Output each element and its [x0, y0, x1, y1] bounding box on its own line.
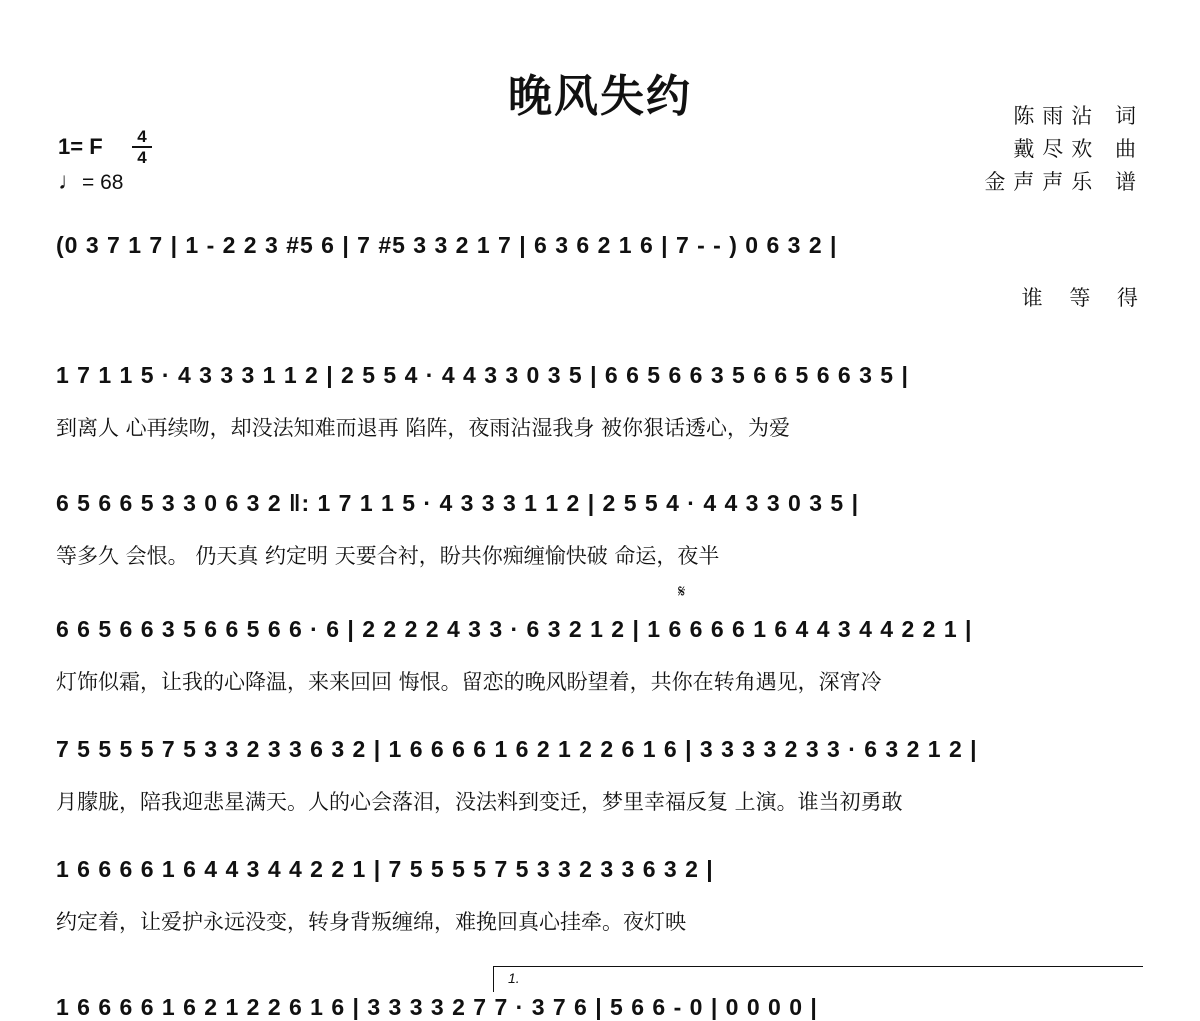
notation-line: 7 5 5 5 5 7 5 3 3 2 3 3 6 3 2 | 1 6 6 6 6 1 6 2 1 2 2 6 1 6 | 3 3 3 3 2 3 3 · 6 3 2 1 2 | — [56, 736, 978, 762]
music-system-5 — [56, 736, 1148, 816]
music-system-7 — [56, 994, 1148, 1018]
time-signature-beats: 4 — [137, 127, 147, 146]
composer-credit: 戴尽欢 曲 — [1013, 137, 1144, 161]
key-signature: 1= F — [58, 134, 103, 159]
quarter-note-icon: ♩ — [58, 168, 82, 195]
music-system-1 — [56, 232, 1148, 312]
music-system-3 — [56, 490, 1148, 570]
arranger-credit: 金声声乐 谱 — [984, 170, 1144, 194]
tempo-value: = 68 — [82, 171, 124, 194]
lyricist-credit: 陈雨沾 词 — [1013, 104, 1144, 128]
music-system-4 — [56, 616, 1148, 696]
lyric-line: 灯饰似霜，让我的心降温，来来回回 悔恨。留恋的晚风盼望着，共你在转角遇见，深宵冷 — [56, 670, 882, 694]
lyric-line: 等多久 会恨。 仍天真 约定明 天要合衬，盼共你痴缠愉快破 命运，夜半 — [56, 544, 720, 568]
notation-line: (0 3 7 1 7 | 1 - 2 2 3 #5 6 | 7 #5 3 3 2 1 7 | 6 3 6 2 1 6 | 7 - - ) 0 6 3 2 | — [56, 232, 838, 258]
lyric-line: 约定着，让爱护永远没变，转身背叛缠绵，难挽回真心挂牵。夜灯映 — [56, 910, 686, 934]
music-system-6 — [56, 856, 1148, 936]
lyric-line: 月朦胧，陪我迎悲星满天。人的心会落泪，没法料到变迁，梦里幸福反复 上演。谁当初勇敢 — [56, 790, 903, 814]
lyric-line: 谁 等 得 — [1021, 286, 1148, 310]
volta-bracket-hook — [493, 966, 494, 992]
music-system-2 — [56, 362, 1148, 442]
lyric-line: 到离人 心再续吻，却没法知难而退再 陷阵，夜雨沾湿我身 被你狠话透心，为爱 — [56, 416, 791, 440]
notation-line: 1 6 6 6 6 1 6 4 4 3 4 4 2 2 1 | 7 5 5 5 5 7 5 3 3 2 3 3 6 3 2 | — [56, 856, 714, 882]
notation-line: 6 6 5 6 6 3 5 6 6 5 6 6 · 6 | 2 2 2 2 4 3 3 · 6 3 2 1 2 | 1 6 6 6 6 1 6 4 4 3 4 4 2 2 1 | — [56, 616, 973, 642]
volta-bracket-line — [493, 966, 1143, 967]
notation-line: 1 7 1 1 5 · 4 3 3 3 1 1 2 | 2 5 5 4 · 4 4 3 3 0 3 5 | 6 6 5 6 6 3 5 6 6 5 6 6 3 5 | — [56, 362, 909, 388]
notation-line: 1 6 6 6 6 1 6 2 1 2 2 6 1 6 | 3 3 3 3 2 7 7 · 3 7 6 | 5 6 6 - 0 | 0 0 0 0 | — [56, 994, 818, 1020]
time-signature — [132, 128, 152, 166]
time-signature-unit: 4 — [137, 148, 147, 167]
tempo-marking — [58, 168, 123, 196]
song-title: 晚风失约 — [508, 71, 692, 122]
credits-block — [984, 100, 1144, 199]
segno-icon: 𝄋 — [678, 582, 686, 602]
notation-line: 6 5 6 6 5 3 3 0 6 3 2 ‖: 1 7 1 1 5 · 4 3 3 3 1 1 2 | 2 5 5 4 · 4 4 3 3 0 3 5 | — [56, 490, 860, 516]
volta-label: 1. — [508, 970, 520, 986]
